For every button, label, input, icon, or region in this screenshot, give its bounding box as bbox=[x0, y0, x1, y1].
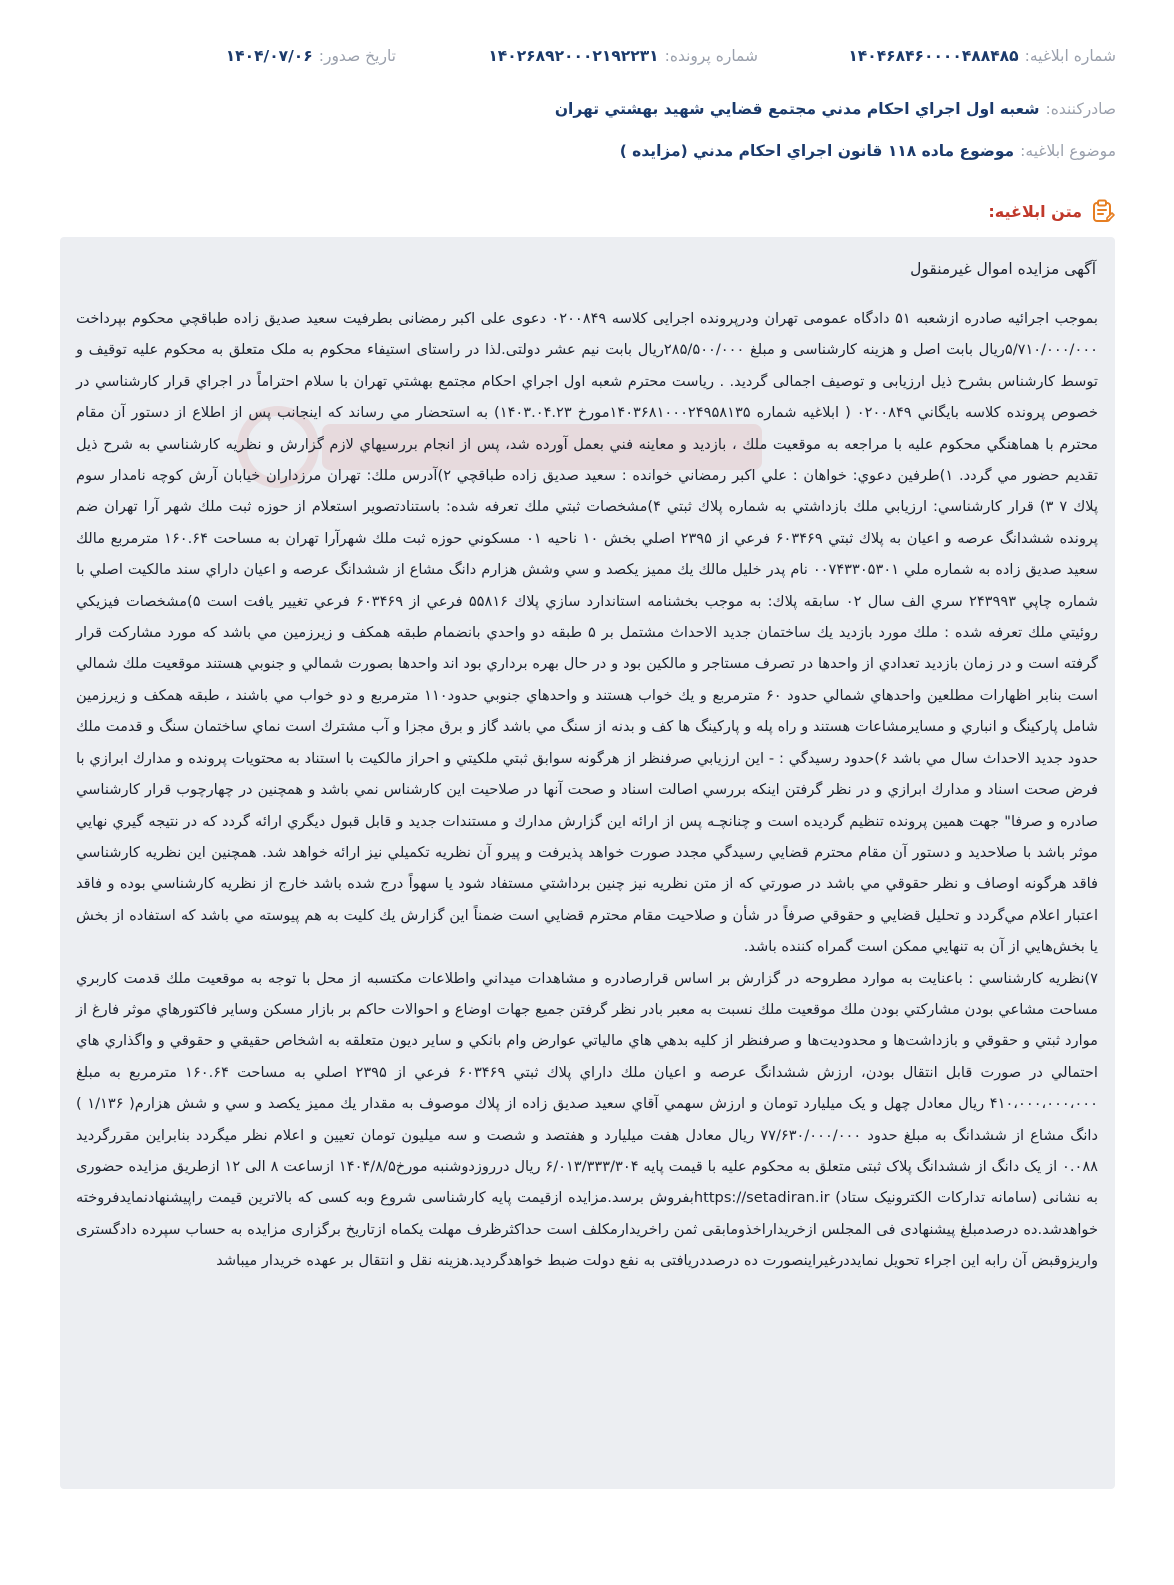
notice-paragraph: ۷)نظريه كارشناسي : باعنايت به موارد مطروحه در گزارش بر اساس قرارصادره و مشاهدات ميداني واطلاعات مكتسبه از محل با توجه به موقعيت ملك قدمت كاربري مساحت مشاعي بودن مشاركتي بودن ملك موقعيت ملك نسبت به معبر بادر نظر گرفتن جميع جهات اوضاع و احوالات حاكم بر بازار مسكن وساير فاكتورهاي موثر فارغ از موارد ثبتي و حقوقي و بازداشت‌ها و محدوديت‌ها و صرفنظر از كليه بدهي هاي مالياتي عوارض وام بانكي و ساير ديون متعلقه به اشخاص حقيقي و حقوقي و واگذاري هاي احتمالي در صورت قابل انتقال بودن، ارزش ششدانگ عرصه و اعيان ملك داراي پلاك ثبتي ۶۰۳۴۶۹ فرعي از ۲۳۹۵ اصلي به مساحت ۱۶۰.۶۴ مترمربع به مبلغ ۴۱۰،۰۰۰،۰۰۰،۰۰۰ ريال معادل چهل و یک میلیارد تومان و ارزش سهمي آقاي سعيد صديق زاده از پلاك موصوف به مقدار يك مميز يكصد و سي و شش هزارم( ۱/۱۳۶ ) دانگ مشاع از ششدانگ به مبلغ حدود ۷۷/۶۳۰/۰۰۰/۰۰۰ ريال معادل هفت میلیارد و هفتصد و شصت و سه میلیون تومان تعيين و اعلام نظر ميگردد بنابراين مقررگرديد ۰.۰۸۸ از یک دانگ از ششدانگ پلاک ثبتی متعلق به محکوم علیه با قیمت پایه ۶/۰۱۳/۳۳۳/۳۰۴ ریال درروزدوشنبه مورخ۱۴۰۴/۸/۵ ازساعت ۸ الی ۱۲ ازطريق مزايده حضوری به نشانی (سامانه تدارکات الکترونیک ستاد) https://setadiran.irبفروش برسد.مزايده ازقيمت پايه كارشناسی شروع وبه كسی كه بالاترين قيمت راپيشنهادنمايدفروخته خواهدشد.ده درصدمبلغ پيشنهادی فی المجلس ازخريداراخذومابقی ثمن راخريدارمكلف است حداكثرظرف مهلت يكماه ازتاريخ برگزاری مزايده به حساب سپرده دادگستری واريزوقبض آن رابه اين اجراء تحويل نمايددرغيراينصورت ده درصددريافتی به نفع دولت ضبط خواهدگرديد.هزينه نقل و انتقال بر عهده خريدار ميباشد bbox=[76, 969, 1098, 1270]
subject-value: موضوع ماده ۱۱۸ قانون اجراي احكام مدني (مزايده ) bbox=[619, 142, 1015, 160]
case-number bbox=[488, 47, 758, 65]
section-title bbox=[988, 198, 1116, 224]
issue-date-value: ۱۴۰۴/۰۷/۰۶ bbox=[225, 47, 313, 65]
notice-number-label: شماره ابلاغيه: bbox=[1024, 47, 1116, 65]
meta-row-subject bbox=[58, 142, 1116, 160]
issuer-value: شعبه اول اجراي احكام مدني مجتمع قضايي شهيد بهشتي تهران bbox=[554, 100, 1040, 118]
subject-label: موضوع ابلاغيه: bbox=[1020, 142, 1116, 160]
notice-body bbox=[76, 303, 1098, 1277]
section-title-text: متن ابلاغیه: bbox=[988, 201, 1082, 221]
notice-number bbox=[848, 47, 1116, 65]
case-number-label: شماره پرونده: bbox=[664, 47, 758, 65]
notice-heading: آگهی مزایده اموال غیرمنقول bbox=[910, 260, 1096, 278]
issue-date-label: تاريخ صدور: bbox=[318, 47, 396, 65]
meta-row-issuer bbox=[58, 100, 1116, 118]
notice-number-value: ۱۴۰۴۶۸۴۶۰۰۰۰۴۸۸۴۸۵ bbox=[848, 47, 1019, 65]
notice-paragraph: بموجب اجرائيه صادره ازشعبه ۵۱ دادگاه عمومی تهران ودرپرونده اجرایی کلاسه ۰۲۰۰۸۴۹ دعوی علی اکبر رمضانی بطرفیت سعید صدیق زاده طباقچي محکوم بپرداخت ۵/۷۱۰/۰۰۰/۰۰۰ریال بابت اصل و هزینه کارشناسی و مبلغ ۲۸۵/۵۰۰/۰۰۰ریال بابت نیم عشر دولتی.لذا در راستای استیفاء محکوم به ملک متعلق به محکوم علیه توقیف و توسط کارشناس بشرح ذیل ارزیابی و توصیف اجمالی گردید. . رياست محترم شعبه اول اجراي احكام مجتمع بهشتي تهران با سلام احتراماً در اجراي قرار كارشناسي در خصوص پرونده كلاسه بايگاني ۰۲۰۰۸۴۹ ( ابلاغيه شماره ۱۴۰۳۶۸۱۰۰۰۲۴۹۵۸۱۳۵مورخ ۱۴۰۳.۰۴.۲۳) به استحضار مي رساند كه اينجانب پس از اطلاع از دستور آن مقام محترم با هماهنگي محكوم عليه با مراجعه به موقعيت ملك ، بازديد و معاينه فني بعمل آورده شد، پس از انجام بررسيهاي لازم گزارش و نظريه كارشناسي به شرح ذيل تقديم حضور مي گردد. ۱)طرفين دعوي: خواهان : علي اكبر رمضاني خوانده : سعيد صديق زاده طباقچي ۲)آدرس ملك: تهران مرزداران خيابان آرش كوچه نامدار سوم پلاك ۷ ۳) قرار كارشناسي: ارزيابي ملك بازداشتي به شماره پلاك ثبتي ۴)مشخصات ثبتي ملك تعرفه شده: باستنادتصوير استعلام از حوزه ثبت ملك شهر آرا تهران ضم پرونده ششدانگ عرصه و اعيان به پلاك ثبتي ۶۰۳۴۶۹ فرعي از ۲۳۹۵ اصلي بخش ۱۰ ناحيه ۰۱ مسكوني حوزه ثبت ملك شهرآرا تهران به مساحت ۱۶۰.۶۴ مترمربع مالك سعيد صديق زاده به شماره ملي ۰۰۷۴۳۳۰۵۳۰۱ نام پدر خليل مالك يك مميز يكصد و سي وشش هزارم دانگ مشاع از ششدانگ عرصه و اعيان داراي سند مالكيت اصلي با شماره چاپي ۲۴۳۹۹۳ سري الف سال ۰۲ سابقه پلاك: به موجب بخشنامه استاندارد سازي پلاك ۵۵۸۱۶ فرعي از ۶۰۳۴۶۹ فرعي تغيير يافت است ۵)مشخصات فيزيكي روئيتي ملك تعرفه شده : ملك مورد بازديد يك ساختمان جديد الاحداث مشتمل بر ۵ طبقه دو واحدي بانضمام طبقه همكف و زيرزمين مي باشد كه مورد مشاركت قرار گرفته است و در زمان بازديد تعدادي از واحدها در تصرف مستاجر و مالكين بود و در حال بهره برداري بود اند واحدها بصورت شمالي و جنوبي هستند موقعيت ملك شمالي است بنابر اظهارات مطلعين واحدهاي شمالي حدود ۶۰ مترمربع و يك خواب هستند و واحدهاي جنوبي حدود۱۱۰ مترمربع و دو خواب مي باشند ، طبقه همكف و زيرزمين شامل پاركينگ و انباري و مسايرمشاعات هستند و راه پله و پاركينگ ها كف و بدنه از سنگ مي باشد گاز و برق مجزا و آب مشترك است نماي ساختمان سنگ و قدمت ملك حدود جديد الاحداث سال مي باشد ۶)حدود رسيدگي : - اين ارزيابي صرفنظر از هرگونه سوابق ثبتي ملكيتي و احراز مالكيت با استناد به محتويات پرونده و مدارك ابرازي با فرض صحت اسناد و مدارك ابرازي و در نظر گرفتن اينكه بررسي اصالت اسناد و صحت آنها در صلاحيت اين كارشناس نمي باشد و همچنين در چهارچوب قرار كارشناسي صادره و صرفا" جهت همين پرونده تنظيم گرديده است و چنانچـه پس از ارائه اين گزارش مدارك و مستندات جديد و قابل قبول ديگري ارائه گردد كه در نتيجه گيري نهايي موثر باشد با صلاحديد و دستور آن مقام محترم قضايي رسيدگي مجدد صورت خواهد پذيرفت و پيرو آن نظريه تكميلي نيز ارائه خواهد شد. همچنين اين نظريه كارشناسي فاقد هرگونه اوصاف و نظر حقوقي مي باشد در صورتي كه از متن نظريه نيز چنين برداشتي مستفاد شود يا سهواً درج شده باشد خارج از نظريه كارشناسي بوده و فاقد اعتبار اعلام مي‌گردد و تحليل قضايي و حقوقي صرفاً در شأن و صلاحيت مقام محترم قضايي است ضمناً اين گزارش يك كليت به هم پيوسته مي باشد كه استفاده از بخش يا بخش‌هايي از آن به تنهايي ممكن است گمراه كننده باشد. bbox=[76, 310, 1099, 956]
issue-date bbox=[226, 47, 396, 65]
case-number-value: ۱۴۰۲۶۸۹۲۰۰۰۲۱۹۲۲۳۱ bbox=[488, 47, 659, 65]
document-icon bbox=[1090, 198, 1116, 224]
notice-header bbox=[0, 0, 1174, 200]
issuer-label: صادرکننده: bbox=[1045, 100, 1116, 118]
